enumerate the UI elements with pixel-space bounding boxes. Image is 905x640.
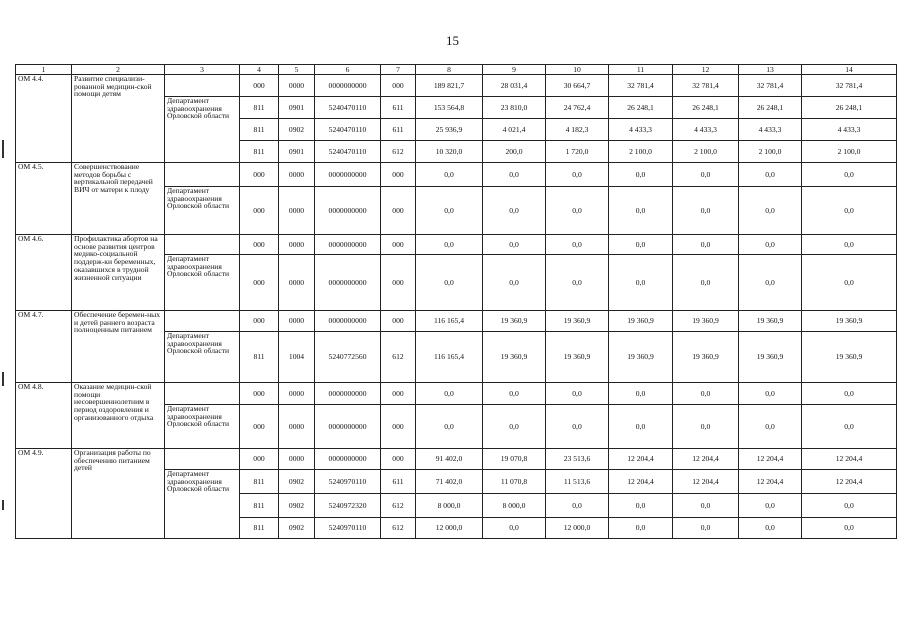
- table-cell: 19 360,9: [739, 311, 802, 332]
- table-row: [16, 163, 897, 187]
- table-cell: 0,0: [802, 235, 897, 255]
- table-cell: 000: [381, 383, 416, 405]
- department-name: Департамент здравоохранения Орловской области: [165, 187, 240, 235]
- table-cell: 12 000,0: [546, 518, 609, 539]
- table-cell: 12 204,4: [673, 449, 739, 470]
- table-cell: 0,0: [609, 163, 673, 187]
- table-cell: 000: [240, 75, 279, 97]
- table-cell: 0901: [279, 141, 315, 163]
- table-cell: 5240972320: [315, 494, 381, 518]
- table-cell: 0,0: [546, 383, 609, 405]
- table-cell: 0,0: [416, 255, 483, 311]
- table-cell: 0,0: [739, 405, 802, 449]
- table-cell: 116 165,4: [416, 311, 483, 332]
- table-cell: 200,0: [483, 141, 546, 163]
- table-cell: 612: [381, 518, 416, 539]
- table-cell: 0,0: [739, 255, 802, 311]
- table-cell: 0000000000: [315, 383, 381, 405]
- table-cell: 11 070,8: [483, 470, 546, 494]
- column-number: 3: [165, 65, 240, 75]
- table-cell: 000: [240, 449, 279, 470]
- table-cell: 19 360,9: [802, 311, 897, 332]
- column-number: 14: [802, 65, 897, 75]
- table-cell: 19 360,9: [739, 332, 802, 383]
- table-cell: 811: [240, 494, 279, 518]
- table-cell: 000: [240, 235, 279, 255]
- table-cell: 12 204,4: [739, 449, 802, 470]
- table-cell: 0000: [279, 255, 315, 311]
- table-cell: 0000000000: [315, 163, 381, 187]
- table-cell: 0,0: [609, 518, 673, 539]
- table-cell: 0,0: [802, 163, 897, 187]
- table-cell: 0000: [279, 163, 315, 187]
- table-cell: 2 100,0: [609, 141, 673, 163]
- department-name: Департамент здравоохранения Орловской области: [165, 332, 240, 383]
- column-number: 8: [416, 65, 483, 75]
- table-cell: 0901: [279, 97, 315, 119]
- table-cell: 0,0: [673, 383, 739, 405]
- table-cell: 0,0: [416, 383, 483, 405]
- table-cell: 0,0: [546, 494, 609, 518]
- table-cell: 0,0: [802, 405, 897, 449]
- column-number: 13: [739, 65, 802, 75]
- measure-name: Профилактика абортов на основе развития центров медико-социальной поддерж-ки беременных, оказавшихся в трудной жизненной ситуации: [72, 235, 165, 311]
- table-cell: 19 360,9: [673, 332, 739, 383]
- table-cell: 811: [240, 119, 279, 141]
- executor-cell: [165, 75, 240, 97]
- table-cell: 2 100,0: [802, 141, 897, 163]
- table-cell: 23 810,0: [483, 97, 546, 119]
- table-cell: 0000: [279, 383, 315, 405]
- table-cell: 19 360,9: [609, 332, 673, 383]
- table-cell: 811: [240, 141, 279, 163]
- table-cell: 0,0: [802, 187, 897, 235]
- table-row: [16, 311, 897, 332]
- table-cell: 0,0: [546, 187, 609, 235]
- table-cell: 0,0: [673, 494, 739, 518]
- column-number: 10: [546, 65, 609, 75]
- table-cell: 000: [381, 255, 416, 311]
- table-cell: 0902: [279, 494, 315, 518]
- column-number: 1: [16, 65, 72, 75]
- table-cell: 12 204,4: [609, 470, 673, 494]
- table-cell: 19 360,9: [546, 332, 609, 383]
- table-cell: 0,0: [673, 518, 739, 539]
- table-cell: 0,0: [483, 187, 546, 235]
- table-cell: 32 781,4: [739, 75, 802, 97]
- table-cell: 0,0: [483, 405, 546, 449]
- table-cell: 0,0: [483, 163, 546, 187]
- executor-cell: [165, 311, 240, 332]
- scan-edge-mark: [2, 140, 4, 158]
- table-cell: 0000000000: [315, 75, 381, 97]
- table-cell: 0,0: [739, 518, 802, 539]
- column-number: 2: [72, 65, 165, 75]
- table-cell: 32 781,4: [802, 75, 897, 97]
- measure-name: Организация работы по обеспечению питанием детей: [72, 449, 165, 539]
- table-cell: 5240772560: [315, 332, 381, 383]
- table-cell: 0000000000: [315, 449, 381, 470]
- table-cell: 000: [240, 311, 279, 332]
- table-cell: 000: [381, 235, 416, 255]
- table-cell: 10 320,0: [416, 141, 483, 163]
- column-number: 4: [240, 65, 279, 75]
- table-cell: 28 031,4: [483, 75, 546, 97]
- department-name: Департамент здравоохранения Орловской области: [165, 470, 240, 539]
- table-cell: 0,0: [483, 235, 546, 255]
- table-cell: 4 021,4: [483, 119, 546, 141]
- table-cell: 4 433,3: [739, 119, 802, 141]
- measure-name: Оказание медицин-ской помощи несовершеннолетним в период оздоровления и организованного отдыха: [72, 383, 165, 449]
- table-cell: 153 564,8: [416, 97, 483, 119]
- executor-cell: [165, 235, 240, 255]
- table-row: [16, 449, 897, 470]
- measure-code: ОМ 4.9.: [16, 449, 72, 539]
- table-cell: 0,0: [802, 383, 897, 405]
- department-name: Департамент здравоохранения Орловской области: [165, 97, 240, 163]
- table-cell: 19 360,9: [483, 332, 546, 383]
- table-cell: 0000000000: [315, 187, 381, 235]
- table-cell: 26 248,1: [802, 97, 897, 119]
- measure-code: ОМ 4.4.: [16, 75, 72, 163]
- table-cell: 000: [381, 449, 416, 470]
- column-number: 6: [315, 65, 381, 75]
- table-cell: 189 821,7: [416, 75, 483, 97]
- table-cell: 19 360,9: [483, 311, 546, 332]
- page-number: 15: [446, 33, 459, 48]
- table-cell: 000: [240, 163, 279, 187]
- table-cell: 0,0: [802, 255, 897, 311]
- table-cell: 0,0: [483, 383, 546, 405]
- measure-code: ОМ 4.5.: [16, 163, 72, 235]
- table-cell: 0,0: [483, 518, 546, 539]
- table-cell: 000: [381, 187, 416, 235]
- table-cell: 5240470110: [315, 119, 381, 141]
- table-cell: 0,0: [609, 255, 673, 311]
- table-cell: 0,0: [739, 163, 802, 187]
- department-name: Департамент здравоохранения Орловской области: [165, 255, 240, 311]
- table-cell: 0,0: [802, 518, 897, 539]
- table-cell: 8 000,0: [416, 494, 483, 518]
- column-number: 11: [609, 65, 673, 75]
- table-cell: 0,0: [673, 235, 739, 255]
- column-number: 9: [483, 65, 546, 75]
- table-cell: 24 762,4: [546, 97, 609, 119]
- table-cell: 19 360,9: [546, 311, 609, 332]
- table-cell: 0000: [279, 405, 315, 449]
- table-cell: 0000000000: [315, 255, 381, 311]
- table-cell: 5240470110: [315, 141, 381, 163]
- table-cell: 116 165,4: [416, 332, 483, 383]
- table-cell: 12 000,0: [416, 518, 483, 539]
- table-cell: 0000: [279, 75, 315, 97]
- table-cell: 19 360,9: [609, 311, 673, 332]
- scan-edge-mark: [2, 372, 4, 386]
- table-cell: 32 781,4: [673, 75, 739, 97]
- table-cell: 1 720,0: [546, 141, 609, 163]
- measure-code: ОМ 4.8.: [16, 383, 72, 449]
- table-cell: 612: [381, 332, 416, 383]
- table-cell: 26 248,1: [739, 97, 802, 119]
- executor-cell: [165, 383, 240, 405]
- table-cell: 0,0: [673, 187, 739, 235]
- table-cell: 0,0: [673, 255, 739, 311]
- table-cell: 4 433,3: [609, 119, 673, 141]
- table-cell: 0,0: [739, 235, 802, 255]
- table-cell: 0,0: [416, 163, 483, 187]
- table-cell: 612: [381, 494, 416, 518]
- table-cell: 12 204,4: [802, 470, 897, 494]
- executor-cell: [165, 163, 240, 187]
- table-cell: 30 664,7: [546, 75, 609, 97]
- measure-code: ОМ 4.6.: [16, 235, 72, 311]
- table-cell: 0,0: [416, 235, 483, 255]
- table-cell: 0,0: [546, 405, 609, 449]
- table-cell: 811: [240, 97, 279, 119]
- table-cell: 0000000000: [315, 405, 381, 449]
- table-cell: 0,0: [483, 255, 546, 311]
- table-cell: 0,0: [609, 235, 673, 255]
- table-cell: 4 433,3: [802, 119, 897, 141]
- table-cell: 91 402,0: [416, 449, 483, 470]
- table-cell: 2 100,0: [673, 141, 739, 163]
- table-cell: 11 513,6: [546, 470, 609, 494]
- table-cell: 611: [381, 97, 416, 119]
- table-cell: 0902: [279, 518, 315, 539]
- table-cell: 0,0: [546, 163, 609, 187]
- table-cell: 5240470110: [315, 97, 381, 119]
- table-cell: 0,0: [739, 187, 802, 235]
- table-cell: 000: [381, 311, 416, 332]
- table-cell: 5240970110: [315, 518, 381, 539]
- table-cell: 26 248,1: [609, 97, 673, 119]
- table-cell: 12 204,4: [739, 470, 802, 494]
- table-cell: 12 204,4: [673, 470, 739, 494]
- table-cell: 0,0: [739, 494, 802, 518]
- table-cell: 12 204,4: [609, 449, 673, 470]
- table-cell: 811: [240, 332, 279, 383]
- table-cell: 0,0: [802, 494, 897, 518]
- table-cell: 000: [240, 255, 279, 311]
- table-cell: 612: [381, 141, 416, 163]
- table-cell: 0,0: [673, 163, 739, 187]
- measure-name: Развитие специализи-рованной медицин-ской помощи детям: [72, 75, 165, 163]
- executor-cell: [165, 449, 240, 470]
- scan-edge-mark: [2, 500, 4, 510]
- table-row: [16, 75, 897, 97]
- column-number: 5: [279, 65, 315, 75]
- table-cell: 0902: [279, 119, 315, 141]
- table-cell: 26 248,1: [673, 97, 739, 119]
- table-cell: 0000000000: [315, 235, 381, 255]
- column-number: 7: [381, 65, 416, 75]
- table-cell: 71 402,0: [416, 470, 483, 494]
- table-cell: 0,0: [609, 494, 673, 518]
- table-cell: 19 360,9: [802, 332, 897, 383]
- table-cell: 000: [240, 187, 279, 235]
- table-cell: 0000: [279, 187, 315, 235]
- table-cell: 0,0: [609, 405, 673, 449]
- table-cell: 0,0: [609, 187, 673, 235]
- table-cell: 19 070,8: [483, 449, 546, 470]
- table-cell: 811: [240, 518, 279, 539]
- table-cell: 25 936,9: [416, 119, 483, 141]
- table-cell: 0,0: [739, 383, 802, 405]
- measure-code: ОМ 4.7.: [16, 311, 72, 383]
- column-number: 12: [673, 65, 739, 75]
- table-cell: 0,0: [673, 405, 739, 449]
- table-cell: 000: [381, 405, 416, 449]
- table-cell: 12 204,4: [802, 449, 897, 470]
- measure-name: Совершенствование методов борьбы с вертикальной передачей ВИЧ от матери к плоду: [72, 163, 165, 235]
- table-cell: 5240970110: [315, 470, 381, 494]
- table-cell: 2 100,0: [739, 141, 802, 163]
- budget-table: [15, 64, 897, 539]
- table-cell: 0,0: [546, 255, 609, 311]
- table-cell: 000: [240, 383, 279, 405]
- table-cell: 611: [381, 470, 416, 494]
- table-cell: 0000: [279, 449, 315, 470]
- table-cell: 23 513,6: [546, 449, 609, 470]
- table-cell: 0000: [279, 311, 315, 332]
- department-name: Департамент здравоохранения Орловской области: [165, 405, 240, 449]
- table-cell: 0000: [279, 235, 315, 255]
- table-row: [16, 383, 897, 405]
- table-cell: 4 182,3: [546, 119, 609, 141]
- measure-name: Обеспечение беремен-ных и детей раннего возраста полноценным питанием: [72, 311, 165, 383]
- table-cell: 611: [381, 119, 416, 141]
- table-cell: 4 433,3: [673, 119, 739, 141]
- table-cell: 0,0: [609, 383, 673, 405]
- table-cell: 000: [240, 405, 279, 449]
- table-cell: 000: [381, 75, 416, 97]
- table-cell: 0902: [279, 470, 315, 494]
- table-cell: 811: [240, 470, 279, 494]
- table-cell: 000: [381, 163, 416, 187]
- table-cell: 8 000,0: [483, 494, 546, 518]
- table-cell: 0,0: [416, 187, 483, 235]
- table-row: [16, 235, 897, 255]
- table-cell: 0,0: [416, 405, 483, 449]
- table-cell: 0000000000: [315, 311, 381, 332]
- table-cell: 1004: [279, 332, 315, 383]
- table-cell: 0,0: [546, 235, 609, 255]
- table-cell: 32 781,4: [609, 75, 673, 97]
- header-row: [16, 65, 897, 75]
- table-cell: 19 360,9: [673, 311, 739, 332]
